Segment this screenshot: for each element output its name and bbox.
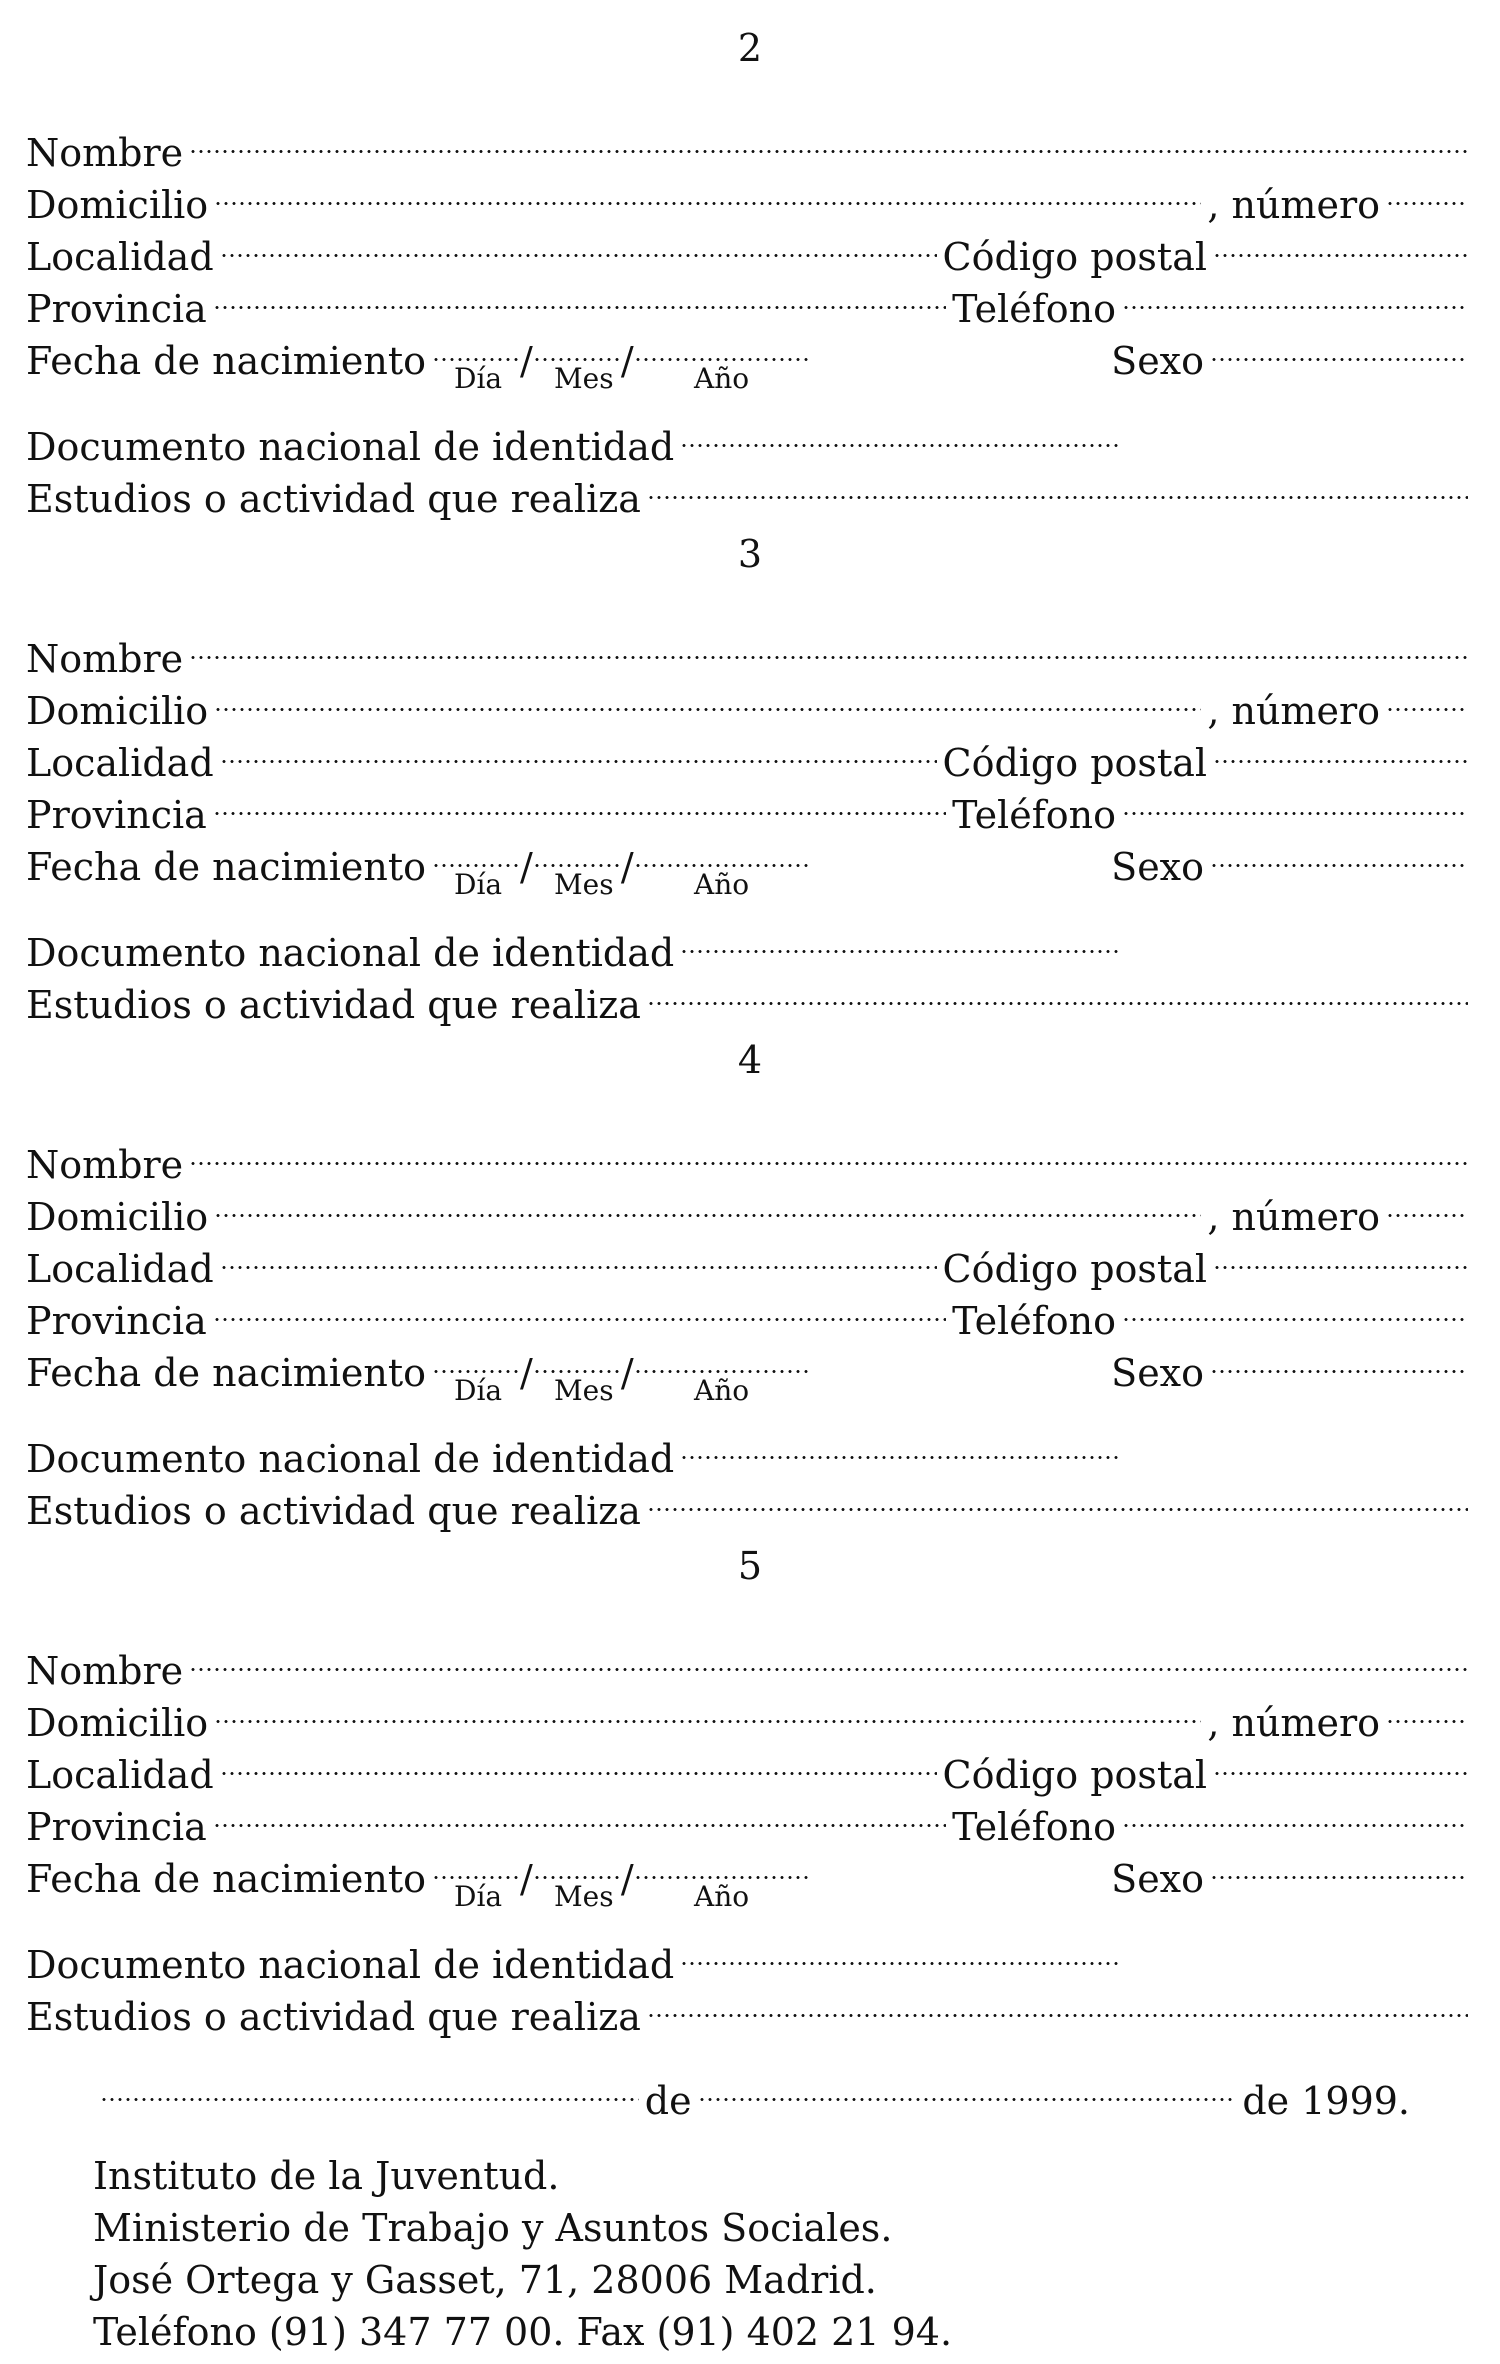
telefono-label: Teléfono (952, 793, 1116, 837)
localidad-label: Localidad (26, 235, 214, 279)
localidad-row (26, 724, 1474, 785)
localidad-row (26, 1736, 1474, 1797)
nombre-row (26, 1632, 1474, 1693)
dni-row (26, 1420, 1474, 1481)
domicilio-row (26, 672, 1474, 733)
dni-label: Documento nacional de identidad (26, 1437, 675, 1481)
estudios-field[interactable] (647, 1978, 1468, 2030)
nombre-row (26, 620, 1474, 681)
estudios-field[interactable] (647, 460, 1468, 512)
year-label: de 1999. (1242, 2079, 1411, 2123)
date-separator: / (620, 339, 634, 383)
mes-sublabel: Mes (554, 1374, 614, 1407)
sexo-label: Sexo (1111, 1351, 1204, 1395)
numero-label: , número (1207, 689, 1380, 733)
domicilio-field[interactable] (214, 672, 1201, 724)
codigo-postal-field[interactable] (1213, 724, 1468, 776)
nombre-label: Nombre (26, 1649, 184, 1693)
nombre-row (26, 1126, 1474, 1187)
date-separator: / (520, 339, 533, 383)
telefono-field[interactable] (1122, 1788, 1468, 1840)
numero-label: , número (1207, 1195, 1380, 1239)
telefono-label: Teléfono (952, 1299, 1116, 1343)
date-separator: / (620, 845, 634, 889)
sexo-field[interactable] (1210, 1334, 1468, 1386)
numero-field[interactable] (1386, 166, 1468, 218)
domicilio-row (26, 1178, 1474, 1239)
codigo-postal-field[interactable] (1213, 1736, 1468, 1788)
nombre-label: Nombre (26, 131, 184, 175)
date-separator: / (520, 1351, 533, 1395)
localidad-field[interactable] (220, 218, 937, 270)
dni-field[interactable] (680, 1420, 1120, 1472)
nombre-field[interactable] (189, 1632, 1468, 1684)
domicilio-field[interactable] (214, 166, 1201, 218)
localidad-field[interactable] (220, 1736, 937, 1788)
localidad-field[interactable] (220, 1230, 937, 1282)
provincia-row (26, 270, 1474, 331)
dia-sublabel: Día (454, 1374, 503, 1407)
codigo-postal-label: Código postal (942, 235, 1207, 279)
estudios-row (26, 460, 1474, 521)
dni-label: Documento nacional de identidad (26, 931, 675, 975)
mes-sublabel: Mes (554, 868, 614, 901)
localidad-label: Localidad (26, 741, 214, 785)
date-separator: / (520, 845, 533, 889)
dni-row (26, 408, 1474, 469)
localidad-row (26, 1230, 1474, 1291)
codigo-postal-label: Código postal (942, 1753, 1207, 1797)
estudios-field[interactable] (647, 966, 1468, 1018)
provincia-field[interactable] (213, 1788, 946, 1840)
ministry-name: Ministerio de Trabajo y Asuntos Sociales. (93, 2206, 893, 2250)
dni-field[interactable] (680, 914, 1120, 966)
provincia-label: Provincia (26, 287, 207, 331)
date-separator: / (620, 1351, 634, 1395)
estudios-row (26, 966, 1474, 1027)
provincia-label: Provincia (26, 1299, 207, 1343)
ano-sublabel: Año (694, 868, 750, 901)
provincia-field[interactable] (213, 270, 946, 322)
date-field[interactable] (698, 2058, 1237, 2114)
nombre-field[interactable] (189, 620, 1468, 672)
estudios-row (26, 1978, 1474, 2039)
fecha-label: Fecha de nacimiento (26, 845, 427, 889)
provincia-field[interactable] (213, 776, 946, 828)
numero-label: , número (1207, 183, 1380, 227)
domicilio-label: Domicilio (26, 1701, 209, 1745)
contact-numbers: Teléfono (91) 347 77 00. Fax (91) 402 21 94. (93, 2310, 953, 2354)
localidad-field[interactable] (220, 724, 937, 776)
ano-sublabel: Año (694, 1880, 750, 1913)
codigo-postal-label: Código postal (942, 1247, 1207, 1291)
telefono-field[interactable] (1122, 776, 1468, 828)
codigo-postal-field[interactable] (1213, 1230, 1468, 1282)
sexo-label: Sexo (1111, 339, 1204, 383)
numero-field[interactable] (1386, 672, 1468, 724)
provincia-row (26, 1282, 1474, 1343)
provincia-row (26, 1788, 1474, 1849)
street-address: José Ortega y Gasset, 71, 28006 Madrid. (93, 2258, 877, 2302)
localidad-row (26, 218, 1474, 279)
de-label: de (644, 2079, 692, 2123)
domicilio-field[interactable] (214, 1178, 1201, 1230)
localidad-label: Localidad (26, 1247, 214, 1291)
provincia-label: Provincia (26, 793, 207, 837)
dni-label: Documento nacional de identidad (26, 1943, 675, 1987)
nombre-field[interactable] (189, 114, 1468, 166)
dni-field[interactable] (680, 408, 1120, 460)
estudios-label: Estudios o actividad que realiza (26, 1489, 641, 1533)
dni-row (26, 914, 1474, 975)
date-separator: / (620, 1857, 634, 1901)
sexo-field[interactable] (1210, 322, 1468, 374)
estudios-label: Estudios o actividad que realiza (26, 477, 641, 521)
sexo-field[interactable] (1210, 1840, 1468, 1892)
mes-sublabel: Mes (554, 1880, 614, 1913)
nombre-row (26, 114, 1474, 175)
codigo-postal-label: Código postal (942, 741, 1207, 785)
institution-name: Instituto de la Juventud. (93, 2154, 560, 2198)
numero-field[interactable] (1386, 1684, 1468, 1736)
provincia-label: Provincia (26, 1805, 207, 1849)
telefono-label: Teléfono (952, 287, 1116, 331)
section-number: 5 (737, 1544, 763, 1588)
dia-sublabel: Día (454, 1880, 503, 1913)
section-number: 2 (737, 26, 763, 70)
ano-sublabel: Año (694, 1374, 750, 1407)
sexo-label: Sexo (1111, 845, 1204, 889)
localidad-label: Localidad (26, 1753, 214, 1797)
dni-label: Documento nacional de identidad (26, 425, 675, 469)
estudios-label: Estudios o actividad que realiza (26, 1995, 641, 2039)
mes-sublabel: Mes (554, 362, 614, 395)
telefono-label: Teléfono (952, 1805, 1116, 1849)
dia-sublabel: Día (454, 868, 503, 901)
dni-row (26, 1926, 1474, 1987)
sexo-field[interactable] (1210, 828, 1468, 880)
provincia-field[interactable] (213, 1282, 946, 1334)
estudios-field[interactable] (647, 1472, 1468, 1524)
address-block (93, 2150, 952, 2358)
domicilio-label: Domicilio (26, 183, 209, 227)
domicilio-field[interactable] (214, 1684, 1201, 1736)
fecha-label: Fecha de nacimiento (26, 1857, 427, 1901)
fecha-label: Fecha de nacimiento (26, 339, 427, 383)
telefono-field[interactable] (1122, 270, 1468, 322)
numero-field[interactable] (1386, 1178, 1468, 1230)
estudios-row (26, 1472, 1474, 1533)
domicilio-row (26, 1684, 1474, 1745)
ano-sublabel: Año (694, 362, 750, 395)
section-number: 4 (737, 1038, 763, 1082)
telefono-field[interactable] (1122, 1282, 1468, 1334)
estudios-label: Estudios o actividad que realiza (26, 983, 641, 1027)
nombre-label: Nombre (26, 637, 184, 681)
nombre-label: Nombre (26, 1143, 184, 1187)
section-number: 3 (737, 532, 763, 576)
fecha-label: Fecha de nacimiento (26, 1351, 427, 1395)
codigo-postal-field[interactable] (1213, 218, 1468, 270)
domicilio-label: Domicilio (26, 689, 209, 733)
date-separator: / (520, 1857, 533, 1901)
domicilio-label: Domicilio (26, 1195, 209, 1239)
dni-field[interactable] (680, 1926, 1120, 1978)
domicilio-row (26, 166, 1474, 227)
nombre-field[interactable] (189, 1126, 1468, 1178)
sexo-label: Sexo (1111, 1857, 1204, 1901)
place-field[interactable] (100, 2058, 639, 2114)
provincia-row (26, 776, 1474, 837)
numero-label: , número (1207, 1701, 1380, 1745)
place-date-row (100, 2058, 1411, 2123)
dia-sublabel: Día (454, 362, 503, 395)
